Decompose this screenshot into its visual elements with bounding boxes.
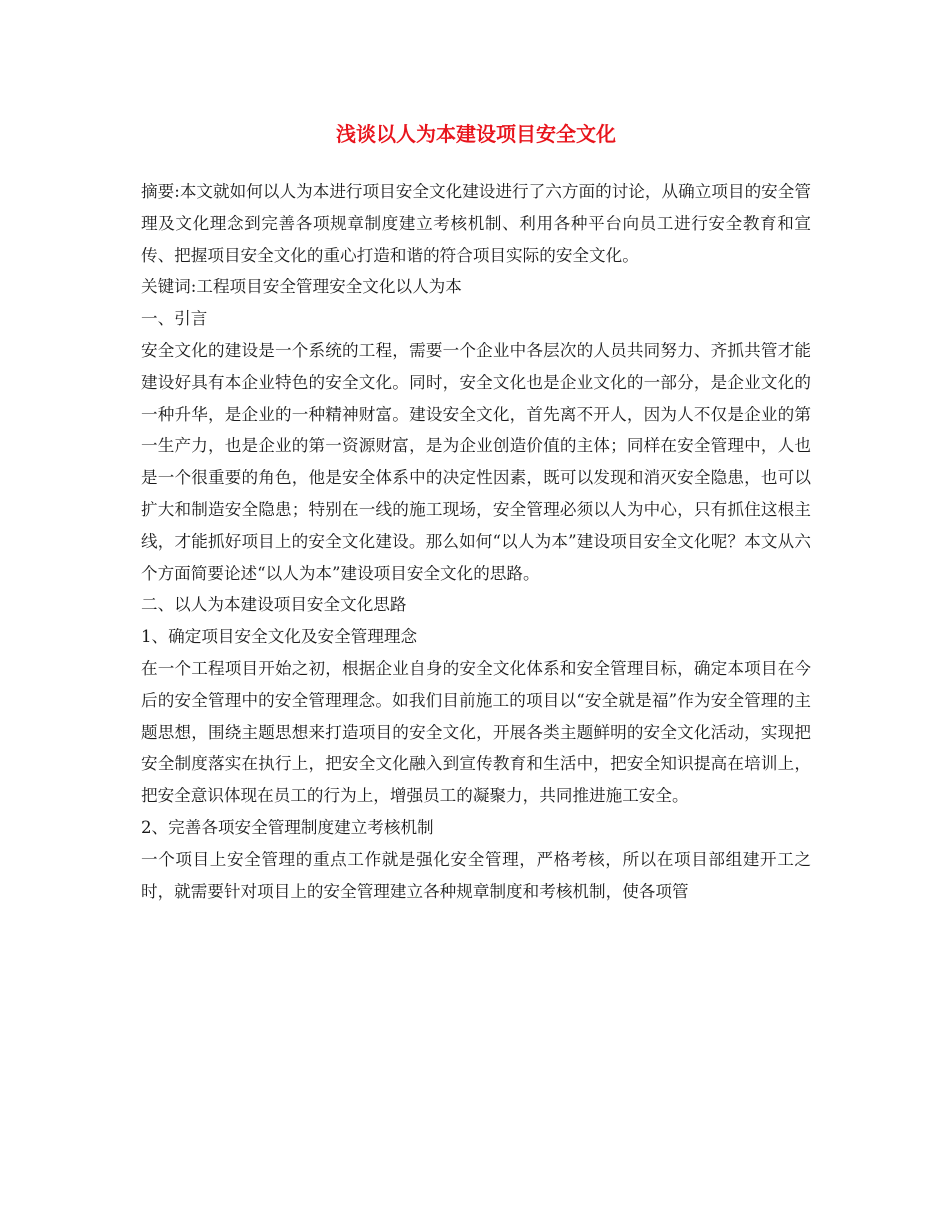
subsection-heading-1: 1、确定项目安全文化及安全管理理念 bbox=[141, 627, 418, 647]
document-body bbox=[141, 176, 811, 907]
document-page bbox=[141, 112, 811, 907]
introduction-paragraph: 安全文化的建设是一个系统的工程，需要一个企业中各层次的人员共同努力、齐抓共管才能建设好具有本企业特色的安全文化。同时，安全文化也是企业文化的一部分，是企业文化的一种升华，是企业的一种精神财富。建设安全文化，首先离不开人，因为人不仅是企业的第一生产力，也是企业的第一资源财富，是为企业创造价值的主体；同样在安全管理中，人也是一个很重要的角色，他是安全体系中的决定性因素，既可以发现和消灭安全隐患，也可以扩大和制造安全隐患；特别在一线的施工现场，安全管理必须以人为中心，只有抓住这根主线，才能抓好项目上的安全文化建设。那么如何“以人为本”建设项目安全文化呢？本文从六个方面简要论述“以人为本”建设项目安全文化的思路。 bbox=[141, 340, 811, 583]
subsection-2-paragraph: 一个项目上安全管理的重点工作就是强化安全管理，严格考核，所以在项目部组建开工之时，就需要针对项目上的安全管理建立各种规章制度和考核机制，使各项管 bbox=[141, 849, 811, 901]
document-title: 浅谈以人为本建设项目安全文化 bbox=[336, 122, 616, 146]
section-heading-introduction: 一、引言 bbox=[141, 309, 208, 329]
section-heading-approach: 二、以人为本建设项目安全文化思路 bbox=[141, 595, 407, 615]
subsection-1-paragraph: 在一个工程项目开始之初，根据企业自身的安全文化体系和安全管理目标，确定本项目在今后的安全管理中的安全管理理念。如我们目前施工的项目以“安全就是福”作为安全管理的主题思想，围绕主题思想来打造项目的安全文化，开展各类主题鲜明的安全文化活动，实现把安全制度落实在执行上，把安全文化融入到宣传教育和生活中，把安全知识提高在培训上，把安全意识体现在员工的行为上，增强员工的凝聚力，共同推进施工安全。 bbox=[141, 658, 811, 806]
abstract-paragraph: 摘要:本文就如何以人为本进行项目安全文化建设进行了六方面的讨论，从确立项目的安全管理及文化理念到完善各项规章制度建立考核机制、利用各种平台向员工进行安全教育和宣传、把握项目安全文化的重心打造和谐的符合项目实际的安全文化。 bbox=[141, 182, 811, 265]
subsection-heading-2: 2、完善各项安全管理制度建立考核机制 bbox=[141, 817, 434, 837]
keywords-line: 关键词:工程项目安全管理安全文化以人为本 bbox=[141, 277, 462, 297]
